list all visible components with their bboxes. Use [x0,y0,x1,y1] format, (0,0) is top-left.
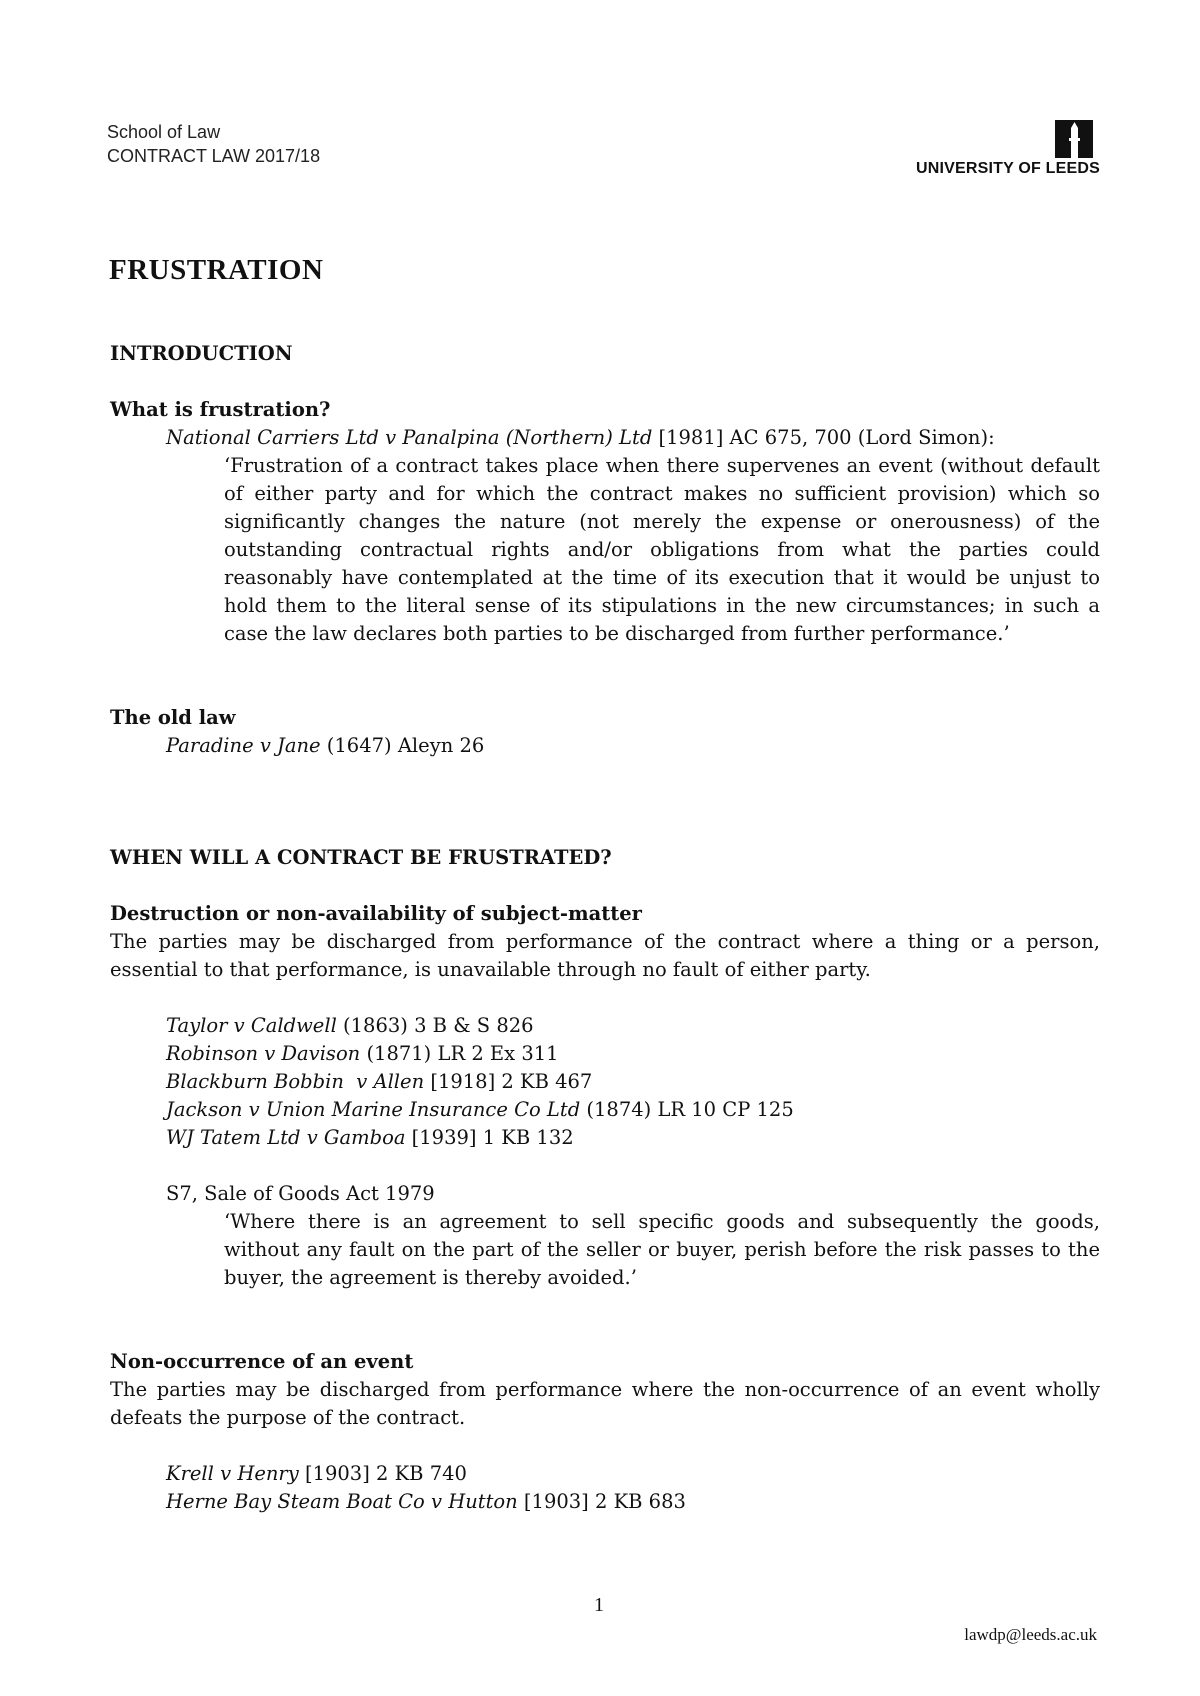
case-citation: [1918] 2 KB 467 [424,1070,593,1093]
case-citation: [1981] AC 675, 700 (Lord Simon): [652,426,995,449]
citation [110,424,1100,452]
citation [110,1012,1100,1040]
subheading-what-is-frustration: What is frustration? [110,398,331,421]
case-name: Robinson v Davison [166,1042,361,1065]
footer-email: lawdp@leeds.ac.uk [964,1625,1097,1644]
section-heading-introduction: INTRODUCTION [110,342,293,365]
case-name: WJ Tatem Ltd v Gamboa [166,1126,406,1149]
section-heading-when-frustrated: WHEN WILL A CONTRACT BE FRUSTRATED? [110,846,612,869]
case-citation: [1903] 2 KB 683 [517,1490,686,1513]
case-name: National Carriers Ltd v Panalpina (Northern) Ltd [166,426,653,449]
case-name: Herne Bay Steam Boat Co v Hutton [166,1490,518,1513]
case-name: Blackburn Bobbin v Allen [166,1070,425,1093]
school-name: School of Law [107,122,221,142]
logo-text: UNIVERSITY OF LEEDS [916,160,1100,177]
page-title: FRUSTRATION [109,254,324,286]
subheading-non-occurrence: Non-occurrence of an event [110,1350,414,1373]
case-citation: [1939] 1 KB 132 [405,1126,574,1149]
citation [110,1068,1100,1096]
case-citation: (1647) Aleyn 26 [320,734,485,757]
university-logo [900,120,1100,180]
quotation: ‘Where there is an agreement to sell specific goods and subsequently the goods, without any fault on the part of the seller or buyer, perish before the risk passes to the buyer, the agreement is thereby avoided.’ [224,1210,1100,1289]
citation [110,1124,1100,1152]
citation [110,1488,1100,1516]
paragraph: The parties may be discharged from performance where the non-occurrence of an event wholly defeats the purpose of the contract. [110,1378,1100,1429]
paragraph: The parties may be discharged from performance of the contract where a thing or a person, essential to that performance, is unavailable through no fault of either party. [110,930,1100,981]
case-citation: (1874) LR 10 CP 125 [580,1098,794,1121]
page-number: 1 [594,1594,604,1616]
course-name: CONTRACT LAW 2017/18 [107,146,321,166]
citation [110,1460,1100,1488]
tower-icon [1055,120,1093,158]
citation [110,732,1100,760]
case-name: Krell v Henry [166,1462,299,1485]
citation [110,1040,1100,1068]
case-name: Taylor v Caldwell [166,1014,337,1037]
case-name: Jackson v Union Marine Insurance Co Ltd [166,1098,581,1121]
subheading-destruction: Destruction or non-availability of subject-matter [110,902,642,925]
subheading-old-law: The old law [110,706,236,729]
quotation: ‘Frustration of a contract takes place when there supervenes an event (without default of either party and for which the contract makes no sufficient provision) which so significantly changes the nature (not merely the expense or onerousness) of the outstanding contractual rights and/or obligations from what the parties could reasonably have contemplated at the time of its execution that it would be unjust to hold them to the literal sense of its stipulations in the new circumstances; in such a case the law declares both parties to be discharged from further performance.’ [224,454,1100,645]
case-citation: [1903] 2 KB 740 [298,1462,467,1485]
statute-reference: S7, Sale of Goods Act 1979 [166,1182,435,1205]
case-name: Paradine v Jane [166,734,321,757]
citation [110,1096,1100,1124]
case-citation: (1871) LR 2 Ex 311 [360,1042,559,1065]
case-citation: (1863) 3 B & S 826 [336,1014,534,1037]
header-block [107,120,320,168]
document-body [110,340,1100,1516]
